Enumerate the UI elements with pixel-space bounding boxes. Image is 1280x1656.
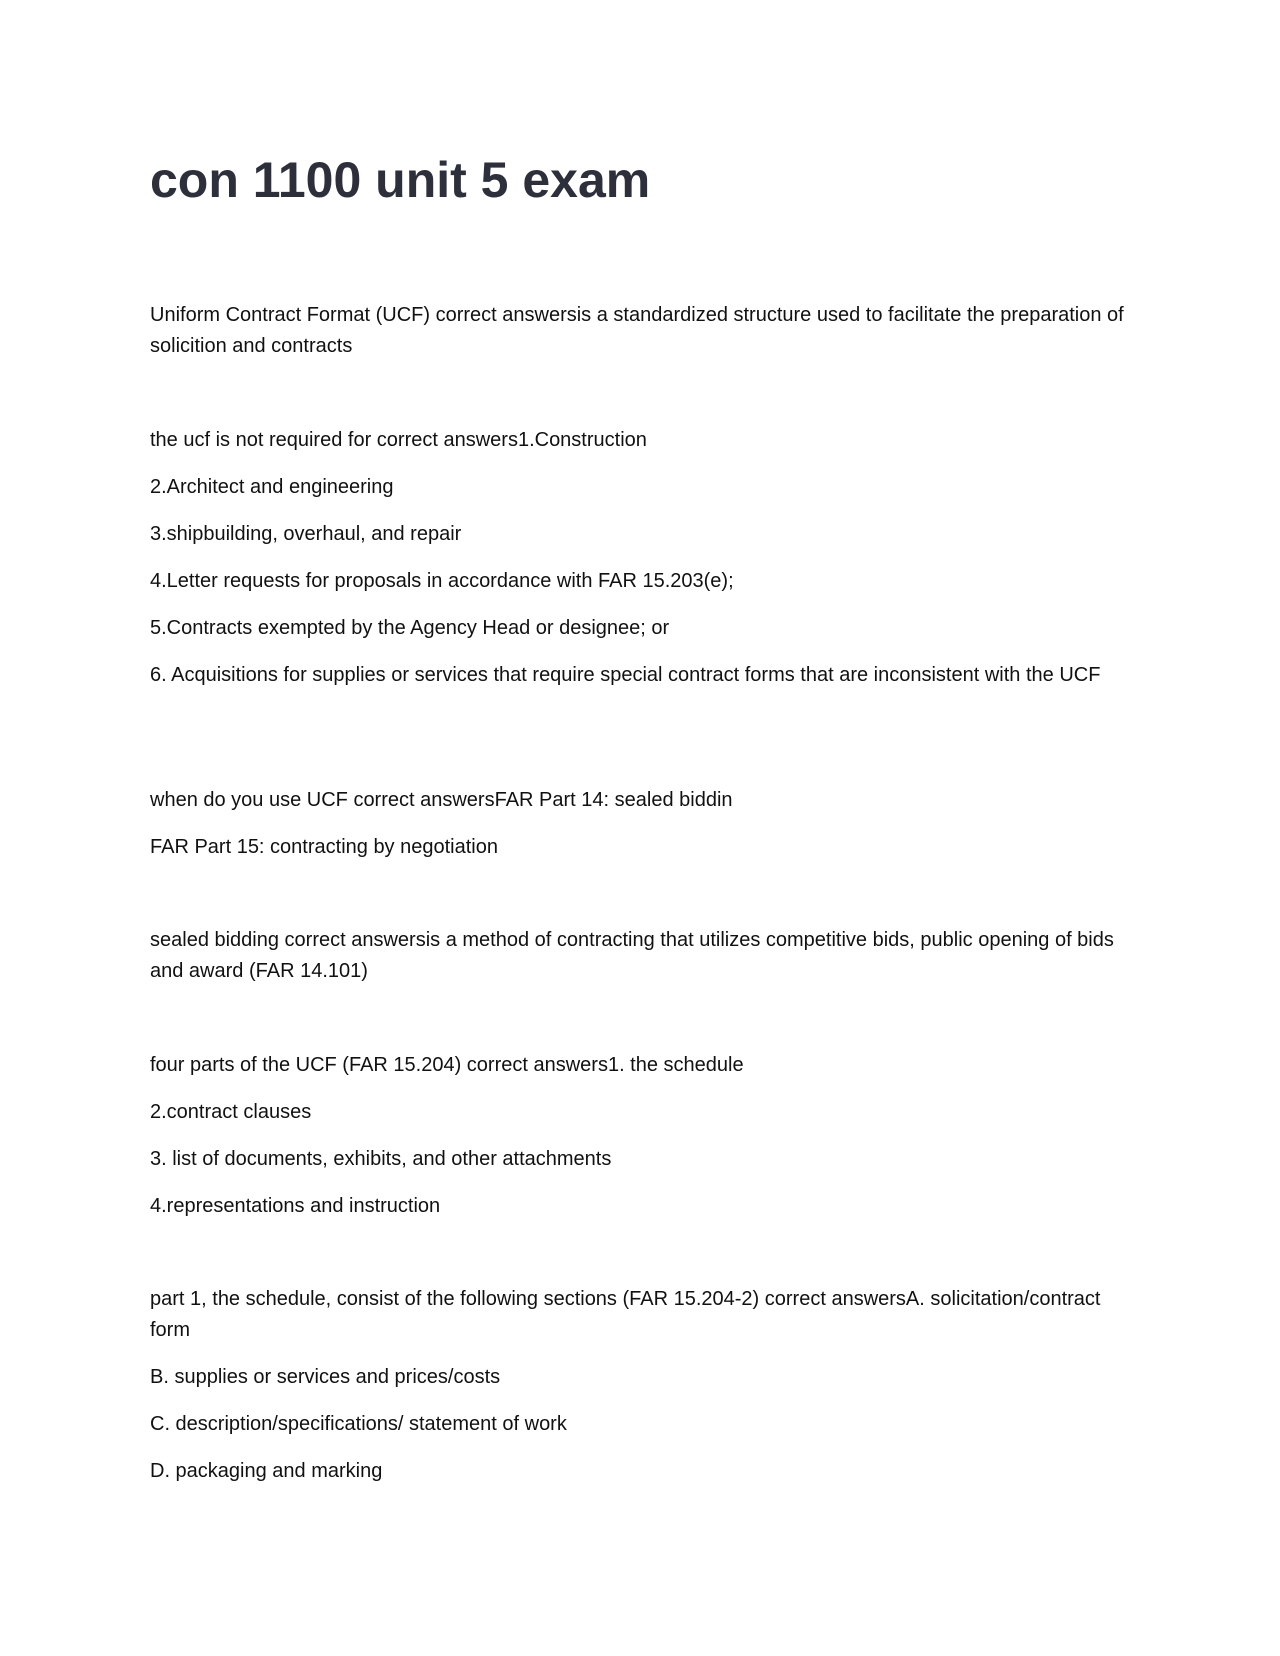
list-item-contract-clauses: 2.contract clauses bbox=[150, 1101, 312, 1123]
four-parts-paragraph: four parts of the UCF (FAR 15.204) correct answers1. the schedule bbox=[150, 1054, 744, 1076]
list-item-representations: 4.representations and instruction bbox=[150, 1195, 441, 1217]
list-item-supplies-services: B. supplies or services and prices/costs bbox=[150, 1366, 501, 1388]
document-title: con 1100 unit 5 exam bbox=[150, 152, 651, 208]
when-use-ucf-paragraph: when do you use UCF correct answersFAR Part 14: sealed biddin bbox=[150, 789, 733, 811]
sealed-bidding-paragraph: sealed bidding correct answersis a method of contracting that utilizes competitive bids, public opening of bids and award (FAR 14.101) bbox=[150, 929, 1114, 982]
ucf-definition-paragraph: Uniform Contract Format (UCF) correct answersis a standardized structure used to facilitate the preparation of solicition and contracts bbox=[150, 304, 1124, 357]
list-item-shipbuilding: 3.shipbuilding, overhaul, and repair bbox=[150, 523, 462, 545]
list-item-architect: 2.Architect and engineering bbox=[150, 476, 394, 498]
list-item-letter-requests: 4.Letter requests for proposals in accordance with FAR 15.203(e); bbox=[150, 570, 734, 592]
list-item-description-specifications: C. description/specifications/ statement of work bbox=[150, 1413, 567, 1435]
list-item-packaging-marking: D. packaging and marking bbox=[150, 1460, 383, 1482]
list-item-documents-exhibits: 3. list of documents, exhibits, and other attachments bbox=[150, 1148, 612, 1170]
list-item-acquisitions: 6. Acquisitions for supplies or services that require special contract forms that are inconsistent with the UCF bbox=[150, 664, 1101, 686]
part-1-schedule-paragraph: part 1, the schedule, consist of the following sections (FAR 15.204-2) correct answersA. solicitation/contract form bbox=[150, 1288, 1101, 1341]
ucf-not-required-paragraph: the ucf is not required for correct answers1.Construction bbox=[150, 429, 647, 451]
far-part-15-item: FAR Part 15: contracting by negotiation bbox=[150, 836, 498, 858]
list-item-contracts-exempted: 5.Contracts exempted by the Agency Head or designee; or bbox=[150, 617, 670, 639]
